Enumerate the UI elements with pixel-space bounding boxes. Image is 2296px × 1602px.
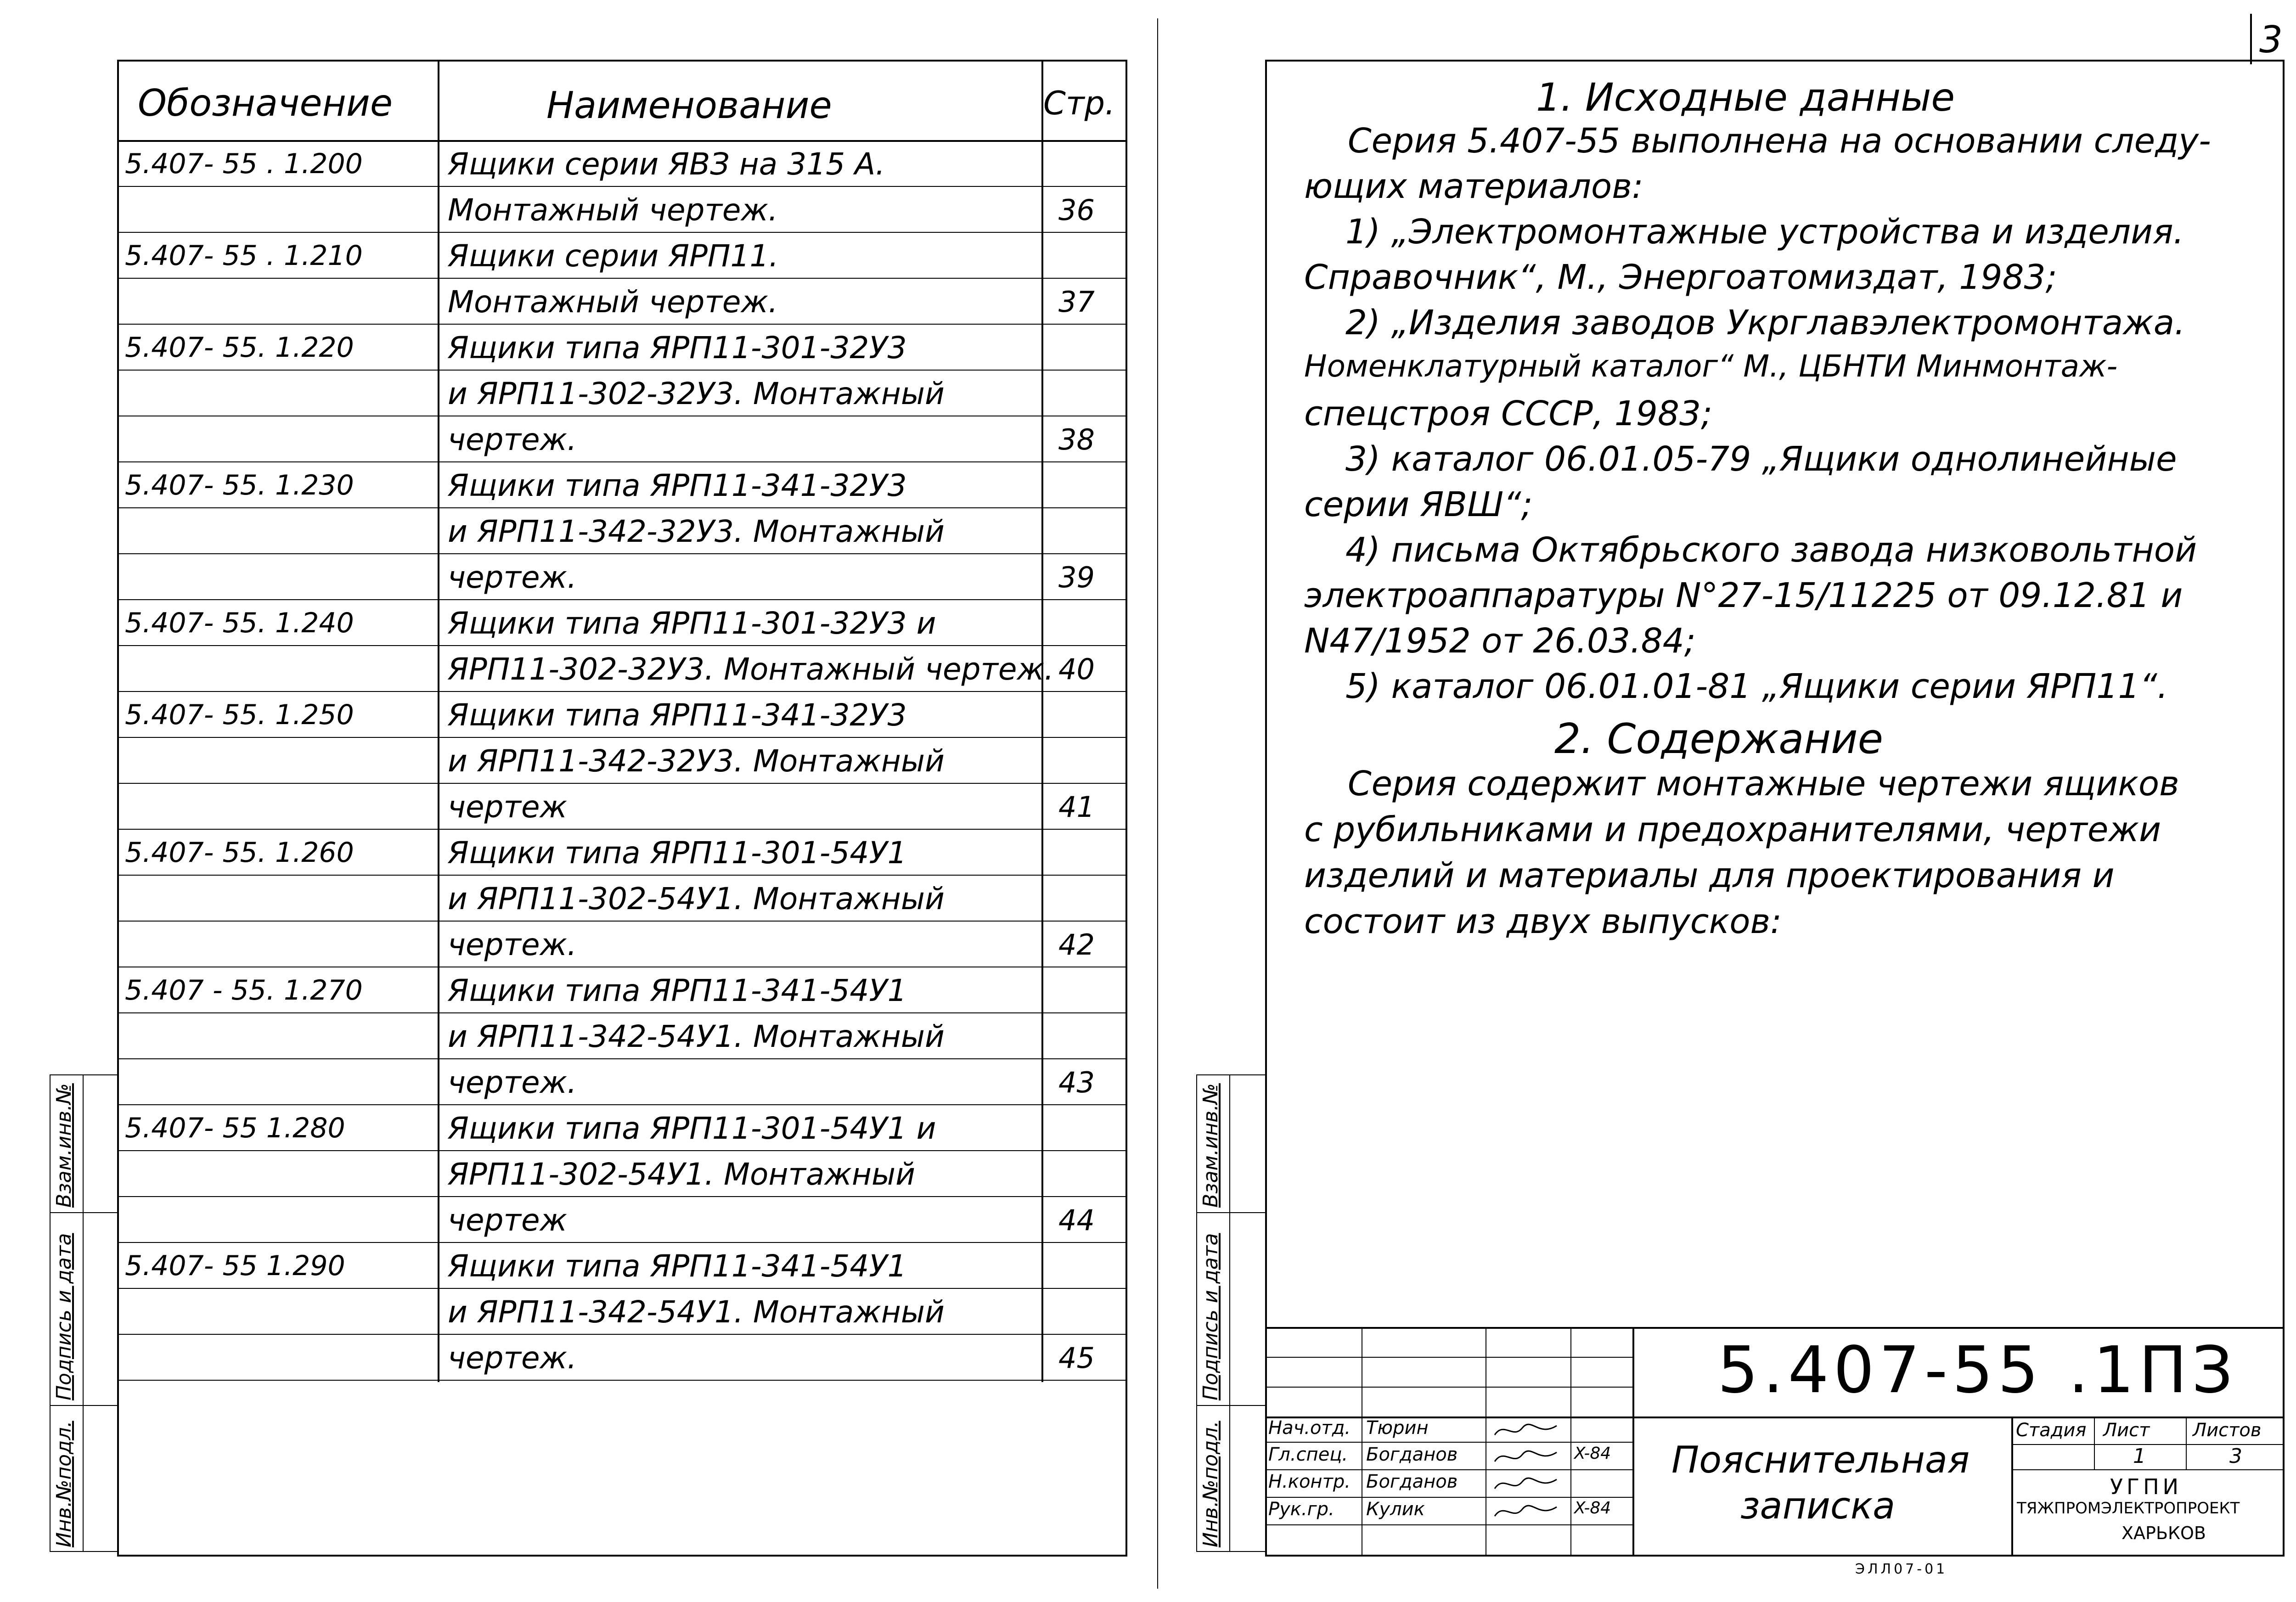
table-row-line <box>117 875 1127 876</box>
table-row-page: 38 <box>1058 423 1095 456</box>
doc-title-1: Пояснительная <box>1671 1439 1970 1481</box>
section2-line: Серия содержит монтажные чертежи ящиков <box>1348 764 2179 804</box>
table-row-line <box>117 461 1127 462</box>
right-side-stamp-sep1 <box>1196 1212 1266 1213</box>
table-row-name: ЯРП11-302-54У1. Монтажный <box>448 1157 916 1192</box>
stage-label: Стадия <box>2016 1420 2087 1441</box>
table-row-name: Ящики типа ЯРП11-301-54У1 <box>448 835 907 871</box>
signature <box>1492 1473 1561 1497</box>
doc-title-2: записка <box>1740 1484 1896 1527</box>
table-row-line <box>117 1150 1127 1151</box>
sheets-label: Листов <box>2193 1420 2262 1441</box>
left-stamp-inv: Инв.№подл. <box>52 1421 76 1547</box>
table-row-line <box>117 691 1127 692</box>
left-header-name: Наименование <box>546 84 832 127</box>
org-2: ТЯЖПРОМЭЛЕКТРОПРОЕКТ <box>2017 1499 2240 1518</box>
table-row-line <box>117 599 1127 600</box>
signature <box>1492 1500 1561 1525</box>
tb-row-a <box>1265 1357 1632 1358</box>
signer-role: Нач.отд. <box>1268 1417 1351 1439</box>
section1-line: Справочник“, М., Энергоатомиздат, 1983; <box>1304 258 2057 297</box>
table-row-line <box>117 186 1127 187</box>
section1-line: 2) „Изделия заводов Укрглавэлектромонтажа. <box>1345 303 2185 343</box>
table-row-line <box>117 278 1127 279</box>
table-row-page: 45 <box>1058 1341 1095 1375</box>
tb-stage-col2 <box>2186 1417 2187 1469</box>
table-row-line <box>117 783 1127 784</box>
table-row-line <box>117 1058 1127 1059</box>
table-row-line <box>117 1196 1127 1197</box>
tb-stage-row2 <box>2011 1469 2285 1470</box>
signer-date: X-84 <box>1574 1499 1611 1518</box>
page-number: 3 <box>2259 18 2283 61</box>
table-row-name: Ящики типа ЯРП11-301-32У3 <box>448 330 907 365</box>
table-row-page: 43 <box>1058 1066 1095 1099</box>
section1-line: Серия 5.407-55 выполнена на основании следу- <box>1348 121 2211 161</box>
table-row-line <box>117 1380 1127 1381</box>
tb-stage-col1 <box>2094 1417 2095 1469</box>
tb-stage-row <box>2011 1444 2285 1445</box>
left-header-bottom <box>117 140 1127 142</box>
table-row-code: 5.407- 55 . 1.200 <box>125 148 363 180</box>
section1-line: Номенклатурный каталог“ М., ЦБНТИ Минмонтаж- <box>1304 349 2118 384</box>
fold-line <box>1157 18 1158 1589</box>
right-stamp-vzam: Взам.инв.№ <box>1199 1083 1222 1208</box>
table-row-name: ЯРП11-302-32У3. Монтажный чертеж. <box>448 652 1054 687</box>
table-row-page: 39 <box>1058 561 1095 594</box>
left-header-page: Стр. <box>1043 84 1115 122</box>
section1-line: ющих материалов: <box>1304 167 1643 206</box>
signer-name: Тюрин <box>1366 1417 1429 1439</box>
signer-name: Кулик <box>1366 1499 1425 1520</box>
table-row-line <box>117 370 1127 371</box>
doc-code: 5.407-55 .1ПЗ <box>1717 1333 2238 1408</box>
signer-name: Богданов <box>1366 1471 1458 1492</box>
tb-row-e <box>1265 1469 1632 1470</box>
table-row-line <box>117 1288 1127 1289</box>
tb-row-d <box>1265 1442 1632 1443</box>
table-row-code: 5.407- 55. 1.250 <box>125 699 354 731</box>
table-row-code: 5.407- 55. 1.240 <box>125 607 354 639</box>
section1-line: серии ЯВШ“; <box>1304 485 1533 524</box>
section1-line: 1) „Электромонтажные устройства и изделия. <box>1345 212 2184 252</box>
table-row-page: 41 <box>1058 790 1095 824</box>
left-stamp-podpis: Подпись и дата <box>52 1233 76 1400</box>
left-col-divider-1 <box>438 60 439 1382</box>
table-row-code: 5.407- 55. 1.260 <box>125 837 354 869</box>
table-row-name: Ящики типа ЯРП11-341-32У3 <box>448 468 907 503</box>
table-row-name: и ЯРП11-302-54У1. Монтажный <box>448 881 945 916</box>
table-row-name: и ЯРП11-342-54У1. Монтажный <box>448 1019 945 1054</box>
table-row-name: Монтажный чертеж. <box>448 284 778 320</box>
signature <box>1492 1445 1561 1470</box>
table-row-line <box>117 1334 1127 1335</box>
left-side-stamp-sep2 <box>50 1405 118 1406</box>
section1-line: N47/1952 от 26.03.84; <box>1304 621 1696 661</box>
sheets-value: 3 <box>2229 1445 2242 1468</box>
left-col-divider-2 <box>1041 60 1043 1382</box>
table-row-name: Ящики типа ЯРП11-341-54У1 <box>448 973 907 1008</box>
signer-role: Рук.гр. <box>1268 1499 1334 1520</box>
table-row-code: 5.407- 55. 1.220 <box>125 332 354 364</box>
table-row-page: 42 <box>1058 928 1095 961</box>
section1-line: электроаппаратуры N°27-15/11225 от 09.12.81 и <box>1304 576 2183 615</box>
table-row-name: чертеж. <box>448 560 577 595</box>
section1-line: 4) письма Октябрьского завода низковольтной <box>1345 530 2197 570</box>
table-row-name: чертеж <box>448 789 568 825</box>
page-number-tick <box>2250 14 2252 64</box>
bottom-note: ЭЛЛ07-01 <box>1855 1561 1948 1577</box>
signer-role: Н.контр. <box>1268 1471 1351 1492</box>
section1-line: спецстроя СССР, 1983; <box>1304 394 1712 433</box>
org-1: УГПИ <box>2110 1474 2183 1499</box>
signer-role: Гл.спец. <box>1268 1444 1348 1465</box>
table-row-code: 5.407- 55 1.290 <box>125 1250 345 1282</box>
table-row-name: Ящики серии ЯВЗ на 315 А. <box>448 146 885 182</box>
table-row-line <box>117 1012 1127 1013</box>
tb-col-c <box>1570 1327 1571 1557</box>
sheet-value: 1 <box>2133 1445 2146 1468</box>
table-row-page: 36 <box>1058 193 1095 227</box>
table-row-code: 5.407- 55. 1.230 <box>125 469 354 501</box>
tb-row-g <box>1265 1524 1632 1525</box>
table-row-line <box>117 829 1127 830</box>
left-header-code: Обозначение <box>138 82 393 124</box>
table-row-line <box>117 645 1127 646</box>
table-row-line <box>117 921 1127 922</box>
table-row-name: Ящики типа ЯРП11-341-54У1 <box>448 1248 907 1284</box>
section2-line: с рубильниками и предохранителями, чертежи <box>1304 810 2161 849</box>
tb-top <box>1265 1327 2285 1329</box>
table-row-line <box>117 507 1127 508</box>
right-side-stamp-sep2 <box>1196 1405 1266 1406</box>
section1-title: 1. Исходные данные <box>1536 75 1955 120</box>
left-side-stamp-sep1 <box>50 1212 118 1213</box>
section1-line: 3) каталог 06.01.05-79 „Ящики однолинейные <box>1345 439 2177 479</box>
sheet-label: Лист <box>2103 1420 2150 1441</box>
table-row-name: чертеж. <box>448 1065 577 1100</box>
right-side-stamp-divider <box>1229 1074 1230 1552</box>
table-row-line <box>117 232 1127 233</box>
tb-row-b <box>1265 1387 1632 1388</box>
table-row-code: 5.407- 55 1.280 <box>125 1112 345 1144</box>
section1-line: 5) каталог 06.01.01-81 „Ящики серии ЯРП11“. <box>1345 667 2168 706</box>
section2-title: 2. Содержание <box>1554 715 1884 763</box>
signer-name: Богданов <box>1366 1444 1458 1465</box>
table-row-line <box>117 1104 1127 1105</box>
table-row-line <box>117 553 1127 554</box>
table-row-page: 40 <box>1058 652 1095 686</box>
table-row-name: чертеж. <box>448 1340 577 1376</box>
tb-col-d <box>1632 1327 1634 1557</box>
table-row-name: Ящики серии ЯРП11. <box>448 238 779 274</box>
right-stamp-inv: Инв.№подл. <box>1199 1421 1222 1547</box>
tb-row-f <box>1265 1497 1632 1498</box>
table-row-name: и ЯРП11-302-32У3. Монтажный <box>448 376 945 411</box>
table-row-name: Ящики типа ЯРП11-341-32У3 <box>448 697 907 733</box>
table-row-name: Ящики типа ЯРП11-301-32У3 и <box>448 606 936 641</box>
table-row-name: чертеж. <box>448 927 577 962</box>
table-row-name: чертеж <box>448 1203 568 1238</box>
table-row-name: и ЯРП11-342-32У3. Монтажный <box>448 514 945 549</box>
left-side-stamp-divider <box>83 1074 84 1552</box>
signer-date: X-84 <box>1574 1444 1611 1463</box>
signature <box>1492 1419 1561 1444</box>
tb-col-e <box>2011 1417 2013 1557</box>
table-row-name: Монтажный чертеж. <box>448 192 778 228</box>
table-row-name: и ЯРП11-342-32У3. Монтажный <box>448 743 945 779</box>
table-row-line <box>117 737 1127 738</box>
left-stamp-vzam: Взам.инв.№ <box>52 1083 76 1208</box>
table-row-line <box>117 324 1127 325</box>
table-row-page: 44 <box>1058 1203 1095 1237</box>
table-row-code: 5.407 - 55. 1.270 <box>125 974 363 1006</box>
right-stamp-podpis: Подпись и дата <box>1199 1233 1222 1400</box>
table-row-name: и ЯРП11-342-54У1. Монтажный <box>448 1294 945 1330</box>
table-row-line <box>117 1242 1127 1243</box>
section2-line: изделий и материалы для проектирования и <box>1304 856 2115 895</box>
table-row-code: 5.407- 55 . 1.210 <box>125 240 363 272</box>
table-row-name: Ящики типа ЯРП11-301-54У1 и <box>448 1111 936 1146</box>
section2-line: состоит из двух выпусков: <box>1304 902 1782 941</box>
table-row-name: чертеж. <box>448 422 577 457</box>
org-3: ХАРЬКОВ <box>2122 1523 2206 1543</box>
table-row-page: 37 <box>1058 285 1095 319</box>
